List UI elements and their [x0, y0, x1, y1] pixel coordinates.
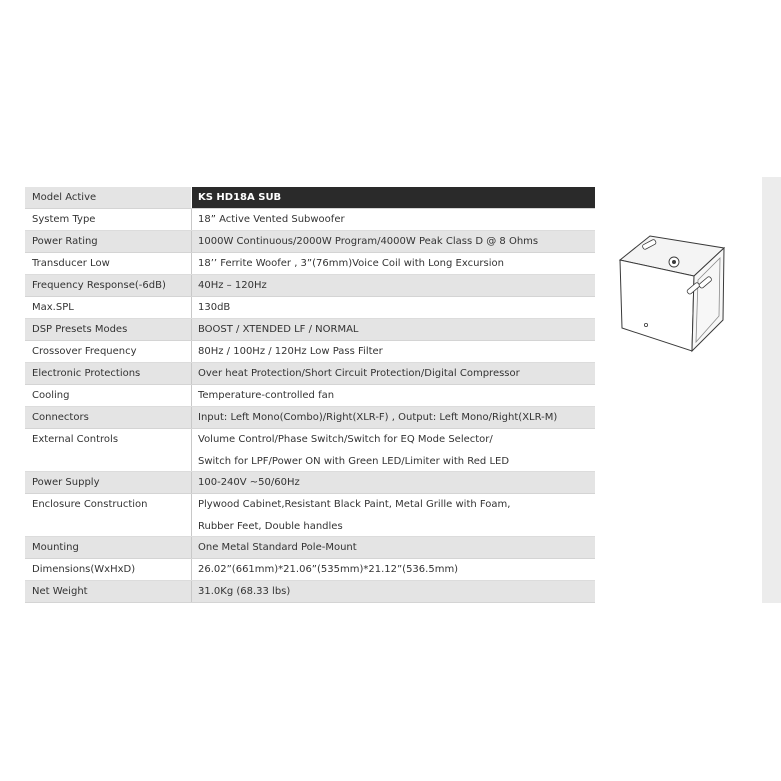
spec-row	[25, 253, 595, 275]
spec-row	[25, 407, 595, 429]
spec-value-line: One Metal Standard Pole-Mount	[198, 542, 357, 553]
spec-row	[25, 429, 595, 472]
spec-value	[191, 537, 595, 558]
spec-value-line: 130dB	[198, 302, 231, 313]
spec-row	[25, 341, 595, 363]
spec-label: Cooling	[32, 390, 70, 401]
spec-label: DSP Presets Modes	[32, 324, 128, 335]
spec-row	[25, 581, 595, 603]
spec-value	[191, 363, 595, 384]
spec-label: Frequency Response(-6dB)	[32, 280, 166, 291]
spec-value	[191, 472, 595, 493]
spec-row	[25, 297, 595, 319]
spec-value-line: Temperature-controlled fan	[198, 390, 335, 401]
spec-value-line: Volume Control/Phase Switch/Switch for EQ Mode Selector/	[198, 434, 493, 445]
spec-value-line: 26.02”(661mm)*21.06”(535mm)*21.12”(536.5mm)	[198, 564, 459, 575]
spec-label: Dimensions(WxHxD)	[32, 564, 136, 575]
spec-value	[191, 275, 595, 296]
spec-label: Enclosure Construction	[32, 499, 148, 510]
spec-value	[191, 581, 595, 602]
spec-row	[25, 472, 595, 494]
spec-value	[191, 253, 595, 274]
spec-row	[25, 559, 595, 581]
spec-value	[191, 559, 595, 580]
spec-value	[191, 429, 595, 471]
spec-label: Net Weight	[32, 586, 88, 597]
spec-value-line: 18” Active Vented Subwoofer	[198, 214, 345, 225]
spec-label: Crossover Frequency	[32, 346, 137, 357]
spec-label: Power Rating	[32, 236, 98, 247]
spec-value-line: BOOST / XTENDED LF / NORMAL	[198, 324, 359, 335]
spec-value	[191, 341, 595, 362]
spec-row	[25, 209, 595, 231]
spec-value-line: 31.0Kg (68.33 lbs)	[198, 586, 291, 597]
spec-label: Mounting	[32, 542, 79, 553]
spec-table	[25, 187, 595, 603]
right-edge-strip	[762, 177, 781, 603]
spec-value	[191, 385, 595, 406]
spec-label: System Type	[32, 214, 96, 225]
spec-value-line: 18’’ Ferrite Woofer , 3”(76mm)Voice Coil with Long Excursion	[198, 258, 504, 269]
spec-value	[191, 297, 595, 318]
spec-value-line: 80Hz / 100Hz / 120Hz Low Pass Filter	[198, 346, 383, 357]
spec-label: Transducer Low	[32, 258, 110, 269]
spec-row	[25, 275, 595, 297]
spec-label: Max.SPL	[32, 302, 74, 313]
spec-value	[191, 231, 595, 252]
spec-row	[25, 231, 595, 253]
spec-row	[25, 494, 595, 537]
spec-value	[191, 319, 595, 340]
subwoofer-cabinet-image	[612, 224, 738, 358]
spec-row	[25, 187, 595, 209]
spec-label: Model Active	[32, 192, 97, 203]
spec-label: Power Supply	[32, 477, 100, 488]
spec-row	[25, 363, 595, 385]
spec-value-line: 100-240V ~50/60Hz	[198, 477, 300, 488]
spec-label: Electronic Protections	[32, 368, 141, 379]
spec-value	[191, 407, 595, 428]
spec-row	[25, 537, 595, 559]
spec-label: External Controls	[32, 434, 119, 445]
spec-row	[25, 319, 595, 341]
spec-label: Connectors	[32, 412, 89, 423]
spec-value-line: Over heat Protection/Short Circuit Protection/Digital Compressor	[198, 368, 520, 379]
spec-value	[191, 187, 595, 208]
spec-value-line: Plywood Cabinet,Resistant Black Paint, Metal Grille with Foam,	[198, 499, 511, 510]
spec-value	[191, 209, 595, 230]
spec-value-line: Rubber Feet, Double handles	[198, 520, 343, 532]
spec-value	[191, 494, 595, 536]
spec-value-line: 1000W Continuous/2000W Program/4000W Peak Class D @ 8 Ohms	[198, 236, 539, 247]
spec-value-line: Switch for LPF/Power ON with Green LED/Limiter with Red LED	[198, 455, 510, 467]
spec-value-line: KS HD18A SUB	[198, 192, 282, 203]
spec-value-line: 40Hz – 120Hz	[198, 280, 267, 291]
spec-row	[25, 385, 595, 407]
spec-value-line: Input: Left Mono(Combo)/Right(XLR-F) , Output: Left Mono/Right(XLR-M)	[198, 412, 558, 423]
